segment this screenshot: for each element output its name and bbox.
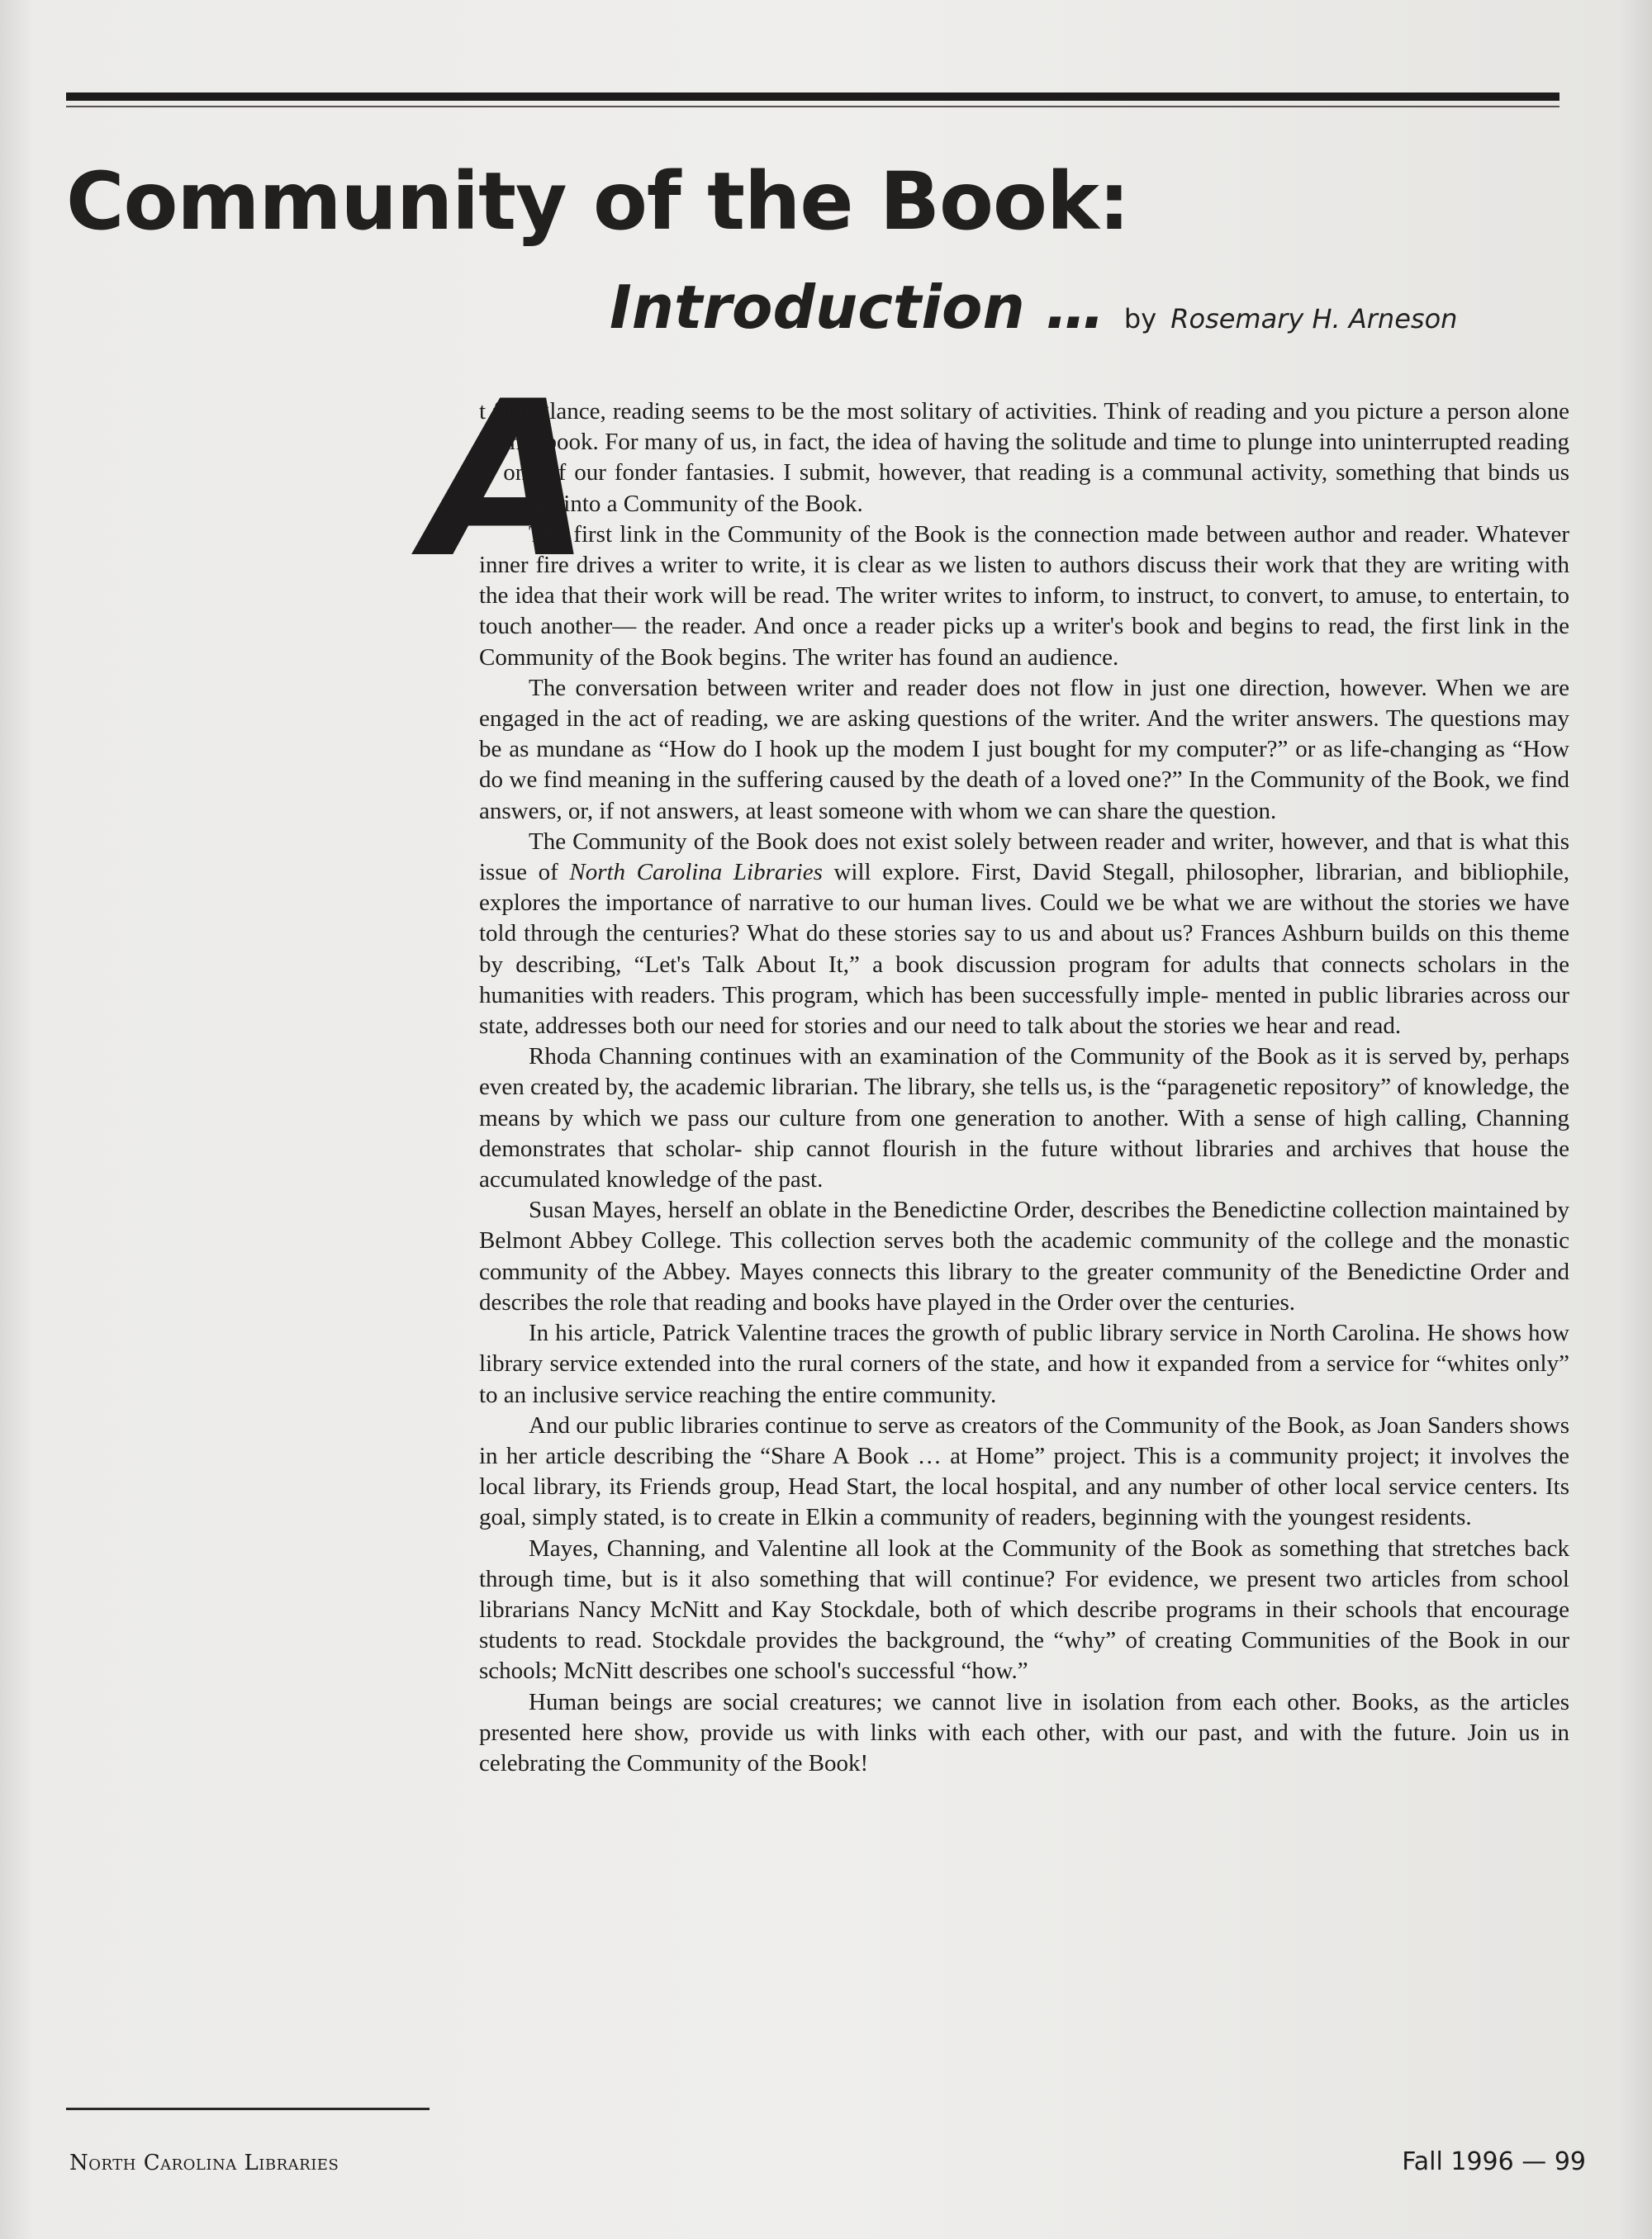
paragraph-5: Rhoda Channing continues with an examination of the Community of the Book as it is served by, perhaps even created by, the academic librarian. The library, she tells us, is the “paragenetic repository” of knowledge, the means by which we pass our culture from one generation to another. With a sense of high calling, Channing demonstrates that scholar- ship cannot flourish in the future without libraries and archives that house the accumulated knowledge of the past.: [479, 1043, 1569, 1193]
paragraph-6: Susan Mayes, herself an oblate in the Benedictine Order, describes the Benedictine collection maintained by Belmont Abbey College. This collection serves both the academic community of the college and the monastic community of the Abbey. Mayes connects this library to the greater community of the Benedictine Order and describes the role that reading and books have played in the Order over the centuries.: [479, 1197, 1569, 1316]
footer-rule: [66, 2108, 430, 2110]
paragraph-2: The first link in the Community of the Book is the connection made between author and reader. Whatever inner fire drives a writer to write, it is clear as we listen to authors discuss their work that they are writing with the idea that their work will be read. The writer writes to inform, to instruct, to convert, to amuse, to entertain, to touch another— the reader. And once a reader picks up a writer's book and begins to read, the first link in the Community of the Book begins. The writer has found an audience.: [479, 520, 1569, 671]
paragraph-1: t first glance, reading seems to be the most solitary of activities. Think of reading and you picture a person alone with a book. For many of us, in fact, the idea of having the solitude and time to plunge into uninterrupted reading is one of our fonder fantasies. I submit, however, that reading is a communal activity, something that binds us together into a Community of the Book.: [479, 398, 1569, 517]
paragraph-7: In his article, Patrick Valentine traces the growth of public library service in North Carolina. He shows how library service extended into the rural corners of the state, and how it expanded from a service for “whites only” to an inclusive service reaching the entire community.: [479, 1320, 1569, 1408]
paragraph-9: Mayes, Channing, and Valentine all look at the Community of the Book as something that stretches back through time, but is it also something that will continue? For evidence, we present two articles from school librarians Nancy McNitt and Kay Stockdale, both of which describe programs in their schools that encourage students to read. Stockdale provides the background, the “why” of creating Communities of the Book in our schools; McNitt describes one school's successful “how.”: [479, 1535, 1569, 1685]
article-title: Community of the Book:: [66, 155, 1130, 248]
issue-date: Fall 1996: [1402, 2147, 1514, 2176]
paragraph-8: And our public libraries continue to serve as creators of the Community of the Book, as Joan Sanders shows in her article describing the “Share A Book … at Home” project. This is a community project; it involves the local library, its Friends group, Head Start, the local hospital, and any number of other local service centers. Its goal, simply stated, is to create in Elkin a community of readers, beginning with the youngest residents.: [479, 1411, 1569, 1531]
byline-prefix: by: [1123, 303, 1157, 334]
issue-and-page: [1402, 2147, 1586, 2176]
paragraph-3: The conversation between writer and reader does not flow in just one direction, however. When we are engaged in the act of reading, we are asking questions of the writer. And the writer answers. The questions may be as mundane as “How do I hook up the modem I just bought for my computer?” or as life-changing as “How do we find meaning in the suffering caused by the death of a loved one?” In the Community of the Book, we find answers, or, if not answers, at least someone with whom we can share the question.: [479, 674, 1569, 824]
publication-name: North Carolina Libraries: [69, 2151, 339, 2175]
drop-cap: A: [425, 356, 592, 605]
paragraph-4: The Community of the Book does not exist solely between reader and writer, however, and that is what this issue of North Carolina Libraries will explore. First, David Stegall, philosopher, librarian, and bibliophile, explores the importance of narrative to our human lives. Could we be what we are without the stories we have told through the centuries? What do these stories say to us and about us? Frances Ashburn builds on this theme by describing, “Let's Talk About It,” a book discussion program for adults that connects scholars in the humanities with readers. This program, which has been successfully imple- mented in public libraries across our state, addresses both our need for stories and our need to talk about the stories we hear and read.: [479, 828, 1569, 1040]
top-rule-thin: [66, 106, 1559, 107]
author-name: Rosemary H. Arneson: [1170, 303, 1458, 334]
article-body: [479, 396, 1569, 1779]
page-number: 99: [1554, 2147, 1586, 2176]
top-rule: [66, 93, 1559, 101]
paragraph-10: Human beings are social creatures; we cannot live in isolation from each other. Books, as the articles presented here show, provide us with links with each other, with our past, and with the future. Join us in celebrating the Community of the Book!: [479, 1688, 1569, 1776]
subtitle-line: [610, 273, 1457, 342]
footer-separator: —: [1521, 2147, 1547, 2176]
article-subtitle: Introduction …: [610, 273, 1105, 342]
